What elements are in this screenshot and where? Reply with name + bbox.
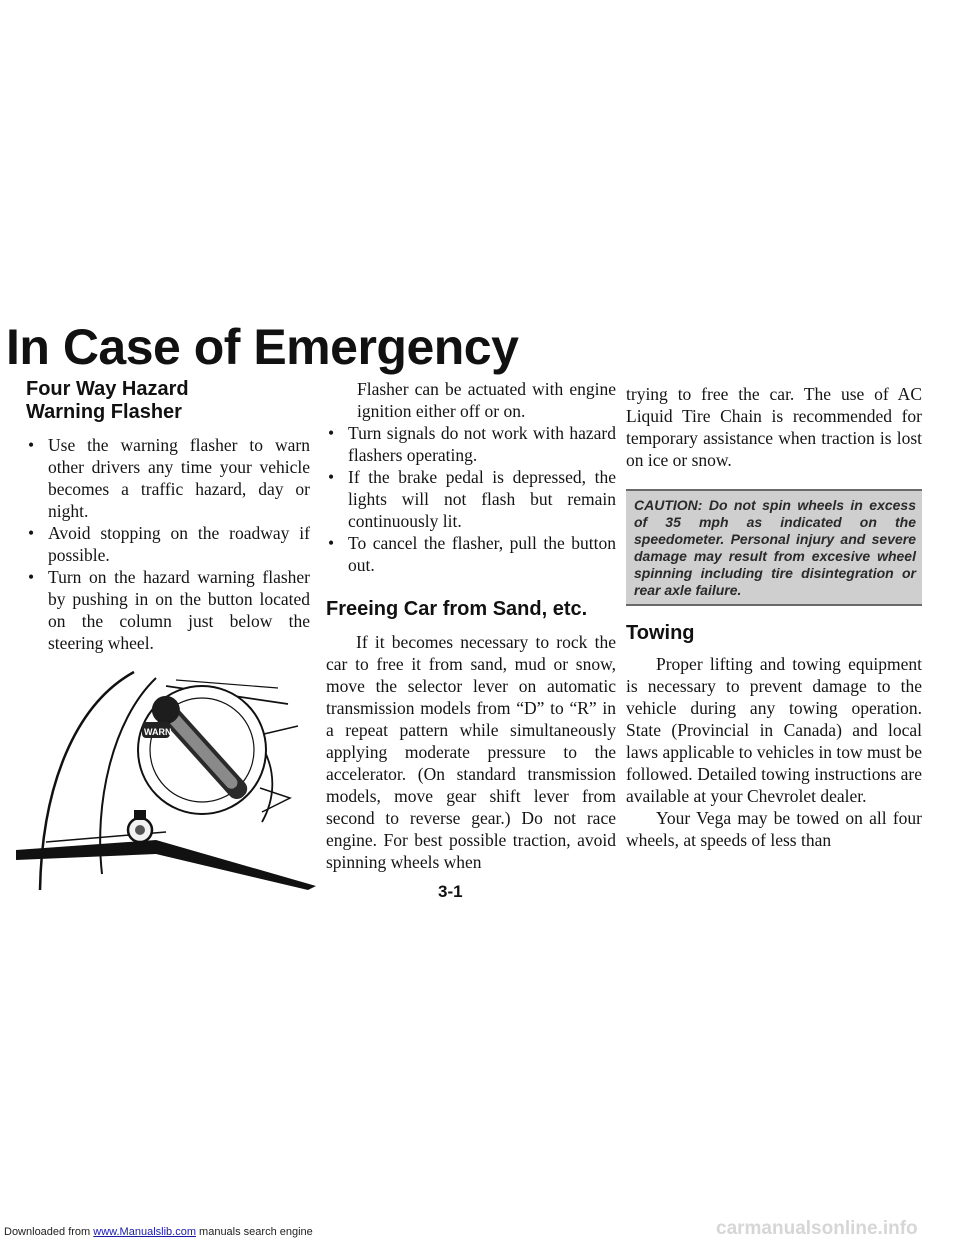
hazard-flasher-heading-line1: Four Way Hazard [26,378,189,400]
list-item: • Turn on the hazard warning flasher by pushing in on the button located on the column just below the steering wheel. [26,566,310,654]
footer-suffix: manuals search engine [195,1226,313,1238]
list-item: • Use the warning flasher to warn other drivers any time your vehicle becomes a traffic hazard, day or night. [26,434,310,522]
hazard-flasher-heading-line2: Warning Flasher [26,401,182,423]
column-2 [326,378,616,873]
hazard-flasher-bullets [26,434,310,654]
flasher-continuation: Flasher can be actuated with engine ignition either off or on. [357,379,616,421]
list-item: • Avoid stopping on the roadway if possible. [26,522,310,566]
hazard-flasher-heading [26,378,310,424]
footer-prefix: Downloaded from [4,1226,94,1238]
page-title: In Case of Emergency [6,319,519,375]
towing-heading: Towing [626,622,695,644]
page-number: 3-1 [438,882,463,901]
freeing-car-body: If it becomes necessary to rock the car to free it from sand, mud or snow, move the selector lever on automatic transmission models from “D” to “R” in a repeat pattern while simultaneously applying moderate pressure to the accelerator. (On standard transmission models, move gear shift lever from second to reverse gear.) Do not race engine. For best possible traction, avoid spinning wheels when [326,632,616,872]
list-item: • Turn signals do not work with hazard flashers operating. [326,422,616,466]
towing-paragraph-1: Proper lifting and towing equipment is necessary to prevent damage to the vehicle during any towing operation. State (Provincial in Canada) and local laws applicable to vehicles in tow must be followed. Detailed towing instructions are available at your Chevrolet dealer. [626,654,922,806]
footer-link[interactable]: www.Manualslib.com [93,1226,196,1238]
hazard-flasher-bullets-2 [326,422,616,576]
watermark: carmanualsonline.info [716,1218,918,1239]
svg-text:WARN: WARN [144,727,172,737]
list-item: • To cancel the flasher, pull the button out. [326,532,616,576]
freeing-car-continuation: trying to free the car. The use of AC Liquid Tire Chain is recommended for temporary assistance when traction is lost on ice or snow. [626,384,922,470]
freeing-car-heading: Freeing Car from Sand, etc. [326,598,588,620]
column-3 [626,383,922,851]
caution-box: CAUTION: Do not spin wheels in excess of 35 mph as indicated on the speedometer. Personal injury and severe damage may result from excesive wheel spinning including tire disintegration or rear axle failure. [626,489,922,606]
list-item: • If the brake pedal is depressed, the lights will not flash but remain continuously lit. [326,466,616,532]
towing-paragraph-2: Your Vega may be towed on all four wheels, at speeds of less than [626,808,922,850]
hazard-flasher-illustration [16,664,316,890]
column-1 [26,378,310,890]
download-footer [4,1226,313,1238]
